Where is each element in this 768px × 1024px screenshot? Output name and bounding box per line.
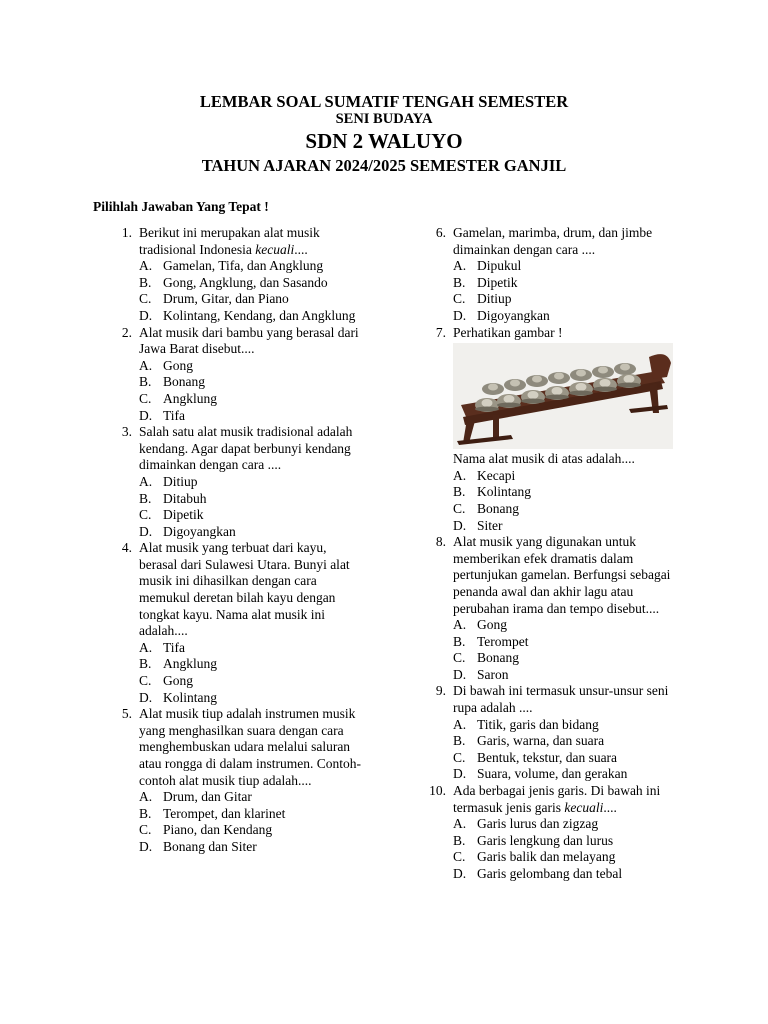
option-letter: C.	[139, 673, 152, 689]
option-letter: C.	[453, 650, 466, 666]
option-text: Bentuk, tekstur, dan suara	[477, 749, 618, 765]
question-followup-text: Nama alat musik di atas adalah....	[453, 451, 635, 467]
school-name: SDN 2 WALUYO	[305, 129, 463, 153]
answer-option	[139, 789, 364, 806]
option-text: Titik, garis dan bidang	[477, 716, 599, 732]
option-letter: B.	[139, 374, 152, 390]
question-number: 1.	[121, 225, 132, 240]
option-letter: C.	[139, 291, 152, 307]
option-text: Kecapi	[477, 467, 516, 483]
option-text: Garis gelombang dan tebal	[477, 866, 623, 881]
question-number: 7.	[435, 324, 446, 340]
answer-option	[453, 617, 678, 634]
option-text: Dipukul	[477, 258, 522, 274]
option-text: Saron	[477, 666, 509, 682]
answer-option	[139, 275, 364, 292]
question-text	[139, 706, 364, 789]
answer-option	[139, 690, 364, 707]
option-letter: D.	[453, 517, 467, 533]
answer-option	[453, 816, 678, 833]
option-letter: C.	[453, 291, 466, 307]
answer-option	[453, 291, 678, 308]
answer-option	[453, 308, 678, 325]
option-letter: D.	[453, 307, 467, 323]
option-text: Kolintang	[477, 484, 531, 500]
option-letter: B.	[453, 274, 466, 290]
answer-option	[453, 650, 678, 667]
question-text-emphasis: kecuali	[564, 799, 604, 815]
option-letter: B.	[453, 832, 466, 848]
option-text: Drum, Gitar, dan Piano	[163, 291, 289, 307]
answer-option	[139, 358, 364, 375]
question-item	[428, 683, 678, 783]
question-text-main: Alat musik yang digunakan untuk memberikan efek dramatis dalam pertunjukan gamelan. Berfungsi sebagai penanda awal dan akhir lagu atau perubahan irama dan tempo disebut....	[453, 534, 671, 616]
option-letter: D.	[139, 838, 153, 854]
answer-option	[453, 518, 678, 535]
question-text-main: Berikut ini merupakan alat musik tradisional Indonesia	[139, 225, 320, 257]
option-letter: B.	[453, 733, 466, 749]
option-text: Drum, dan Gitar	[163, 789, 252, 805]
option-letter: A.	[139, 258, 153, 274]
option-text: Dipetik	[477, 274, 518, 290]
question-text-main: Gamelan, marimba, drum, dan jimbe dimainkan dengan cara ....	[453, 225, 653, 257]
option-letter: D.	[139, 689, 153, 705]
answer-option	[139, 822, 364, 839]
option-text: Gong, Angklung, dan Sasando	[163, 274, 328, 290]
option-text: Garis balik dan melayang	[477, 849, 616, 865]
option-text: Garis, warna, dan suara	[477, 733, 605, 749]
option-text: Terompet, dan klarinet	[163, 805, 286, 821]
option-text: Suara, volume, dan gerakan	[477, 766, 628, 782]
question-text-main: Ada berbagai jenis garis. Di bawah ini termasuk jenis garis	[453, 783, 661, 815]
answer-option	[139, 308, 364, 325]
answer-option	[453, 484, 678, 501]
question-number: 8.	[435, 534, 446, 550]
option-text: Gong	[477, 617, 507, 633]
question-text	[453, 225, 678, 258]
option-text: Garis lengkung dan lurus	[477, 832, 614, 848]
question-number: 3.	[121, 424, 132, 440]
answer-option	[453, 766, 678, 783]
option-text: Digoyangkan	[163, 523, 236, 539]
answer-option	[453, 849, 678, 866]
option-letter: D.	[453, 666, 467, 682]
question-column-left	[114, 225, 364, 856]
answer-option	[139, 507, 364, 524]
question-text-main: Perhatikan gambar !	[453, 324, 563, 340]
option-text: Terompet	[477, 633, 529, 649]
answer-option	[453, 750, 678, 767]
answer-option	[139, 474, 364, 491]
document-title: LEMBAR SOAL SUMATIF TENGAH SEMESTER	[199, 92, 569, 111]
answer-option	[139, 656, 364, 673]
option-letter: C.	[453, 749, 466, 765]
option-letter: A.	[453, 816, 467, 832]
option-text: Kolintang	[163, 689, 217, 705]
option-text: Garis lurus dan zigzag	[477, 816, 599, 832]
question-text	[453, 683, 678, 716]
option-letter: B.	[139, 274, 152, 290]
option-text: Piano, dan Kendang	[163, 822, 273, 838]
option-text: Ditiup	[163, 473, 198, 489]
question-item	[114, 540, 364, 706]
answer-option	[139, 391, 364, 408]
question-text	[453, 534, 678, 617]
option-letter: A.	[139, 789, 153, 805]
answer-option	[139, 839, 364, 856]
option-letter: B.	[453, 484, 466, 500]
question-text-main: Alat musik dari bambu yang berasal dari Jawa Barat disebut....	[139, 324, 359, 357]
option-text: Bonang	[163, 374, 205, 390]
question-number: 9.	[435, 683, 446, 699]
bonang-instrument-image	[453, 343, 673, 449]
option-letter: D.	[139, 523, 153, 539]
question-text-emphasis: kecuali	[255, 241, 295, 257]
subject-title: SENI BUDAYA	[335, 111, 433, 127]
question-number: 4.	[121, 540, 132, 556]
option-letter: C.	[139, 390, 152, 406]
option-letter: B.	[453, 633, 466, 649]
document-header	[0, 92, 768, 176]
answer-option	[453, 275, 678, 292]
answer-option	[139, 408, 364, 425]
question-column-right	[428, 225, 678, 883]
answer-option	[139, 258, 364, 275]
question-item	[114, 706, 364, 855]
question-text-main: Salah satu alat musik tradisional adalah kendang. Agar dapat berbunyi kendang dimainkan dengan cara ....	[139, 424, 353, 473]
option-letter: A.	[453, 716, 467, 732]
academic-year: TAHUN AJARAN 2024/2025 SEMESTER GANJIL	[201, 156, 567, 175]
option-text: Bonang	[477, 650, 519, 666]
answer-option	[453, 733, 678, 750]
question-number: 10.	[429, 783, 446, 799]
question-number: 2.	[121, 324, 132, 340]
question-text	[139, 225, 364, 258]
answer-option	[453, 833, 678, 850]
answer-option	[453, 501, 678, 518]
option-letter: A.	[139, 357, 153, 373]
question-text-main: Alat musik yang terbuat dari kayu, berasal dari Sulawesi Utara. Bunyi alat musik ini dihasilkan dengan cara memukul deretan bilah kayu dengan tongkat kayu. Nama alat musik ini adalah....	[139, 540, 350, 639]
answer-option	[139, 491, 364, 508]
option-letter: C.	[453, 500, 466, 516]
answer-option	[453, 667, 678, 684]
question-text-main: Di bawah ini termasuk unsur-unsur seni rupa adalah ....	[453, 683, 669, 716]
question-text	[139, 540, 364, 640]
option-letter: D.	[139, 407, 153, 423]
answer-option	[453, 258, 678, 275]
instruction-text: Pilihlah Jawaban Yang Tepat !	[93, 199, 269, 214]
option-letter: A.	[453, 617, 467, 633]
question-text	[139, 424, 364, 474]
answer-option	[139, 374, 364, 391]
question-item	[428, 325, 678, 535]
answer-option	[139, 673, 364, 690]
question-item	[114, 325, 364, 425]
question-text-main: Alat musik tiup adalah instrumen musik yang menghasilkan suara dengan cara menghembuskan udara melalui saluran atau rongga di dalam instrumen. Contoh-contoh alat musik tiup adalah....	[139, 706, 361, 788]
option-text: Dipetik	[163, 507, 204, 523]
option-letter: C.	[139, 507, 152, 523]
option-letter: C.	[139, 822, 152, 838]
option-letter: D.	[453, 766, 467, 782]
question-item	[428, 225, 678, 325]
answer-option	[139, 640, 364, 657]
question-item	[428, 534, 678, 683]
option-letter: D.	[453, 866, 467, 881]
option-text: Gamelan, Tifa, dan Angklung	[163, 258, 324, 274]
option-letter: B.	[139, 805, 152, 821]
question-text	[139, 325, 364, 358]
answer-option	[453, 717, 678, 734]
option-text: Digoyangkan	[477, 307, 550, 323]
option-letter: C.	[453, 849, 466, 865]
option-text: Ditabuh	[163, 490, 207, 506]
question-number: 6.	[435, 225, 446, 240]
option-letter: B.	[139, 490, 152, 506]
answer-option	[139, 806, 364, 823]
answer-option	[453, 866, 678, 883]
option-letter: D.	[139, 307, 153, 323]
option-letter: A.	[453, 258, 467, 274]
question-item	[428, 783, 678, 883]
option-text: Gong	[163, 357, 193, 373]
option-text: Bonang	[477, 500, 519, 516]
question-text	[453, 325, 678, 342]
option-text: Kolintang, Kendang, dan Angklung	[163, 307, 356, 323]
question-item	[114, 225, 364, 325]
question-text	[453, 783, 678, 816]
option-text: Ditiup	[477, 291, 512, 307]
option-letter: A.	[139, 639, 153, 655]
answer-option	[453, 468, 678, 485]
answer-option	[453, 634, 678, 651]
option-text: Angklung	[163, 656, 217, 672]
answer-option	[139, 291, 364, 308]
option-letter: B.	[139, 656, 152, 672]
option-letter: A.	[139, 473, 153, 489]
option-letter: A.	[453, 467, 467, 483]
option-text: Gong	[163, 673, 193, 689]
question-text-ellipsis: ....	[294, 241, 308, 257]
question-text-ellipsis: ....	[603, 799, 617, 815]
option-text: Bonang dan Siter	[163, 838, 257, 854]
option-text: Tifa	[163, 639, 186, 655]
question-item	[114, 424, 364, 540]
answer-option	[139, 524, 364, 541]
question-number: 5.	[121, 706, 132, 722]
option-text: Tifa	[163, 407, 186, 423]
option-text: Siter	[477, 517, 503, 533]
option-text: Angklung	[163, 390, 217, 406]
